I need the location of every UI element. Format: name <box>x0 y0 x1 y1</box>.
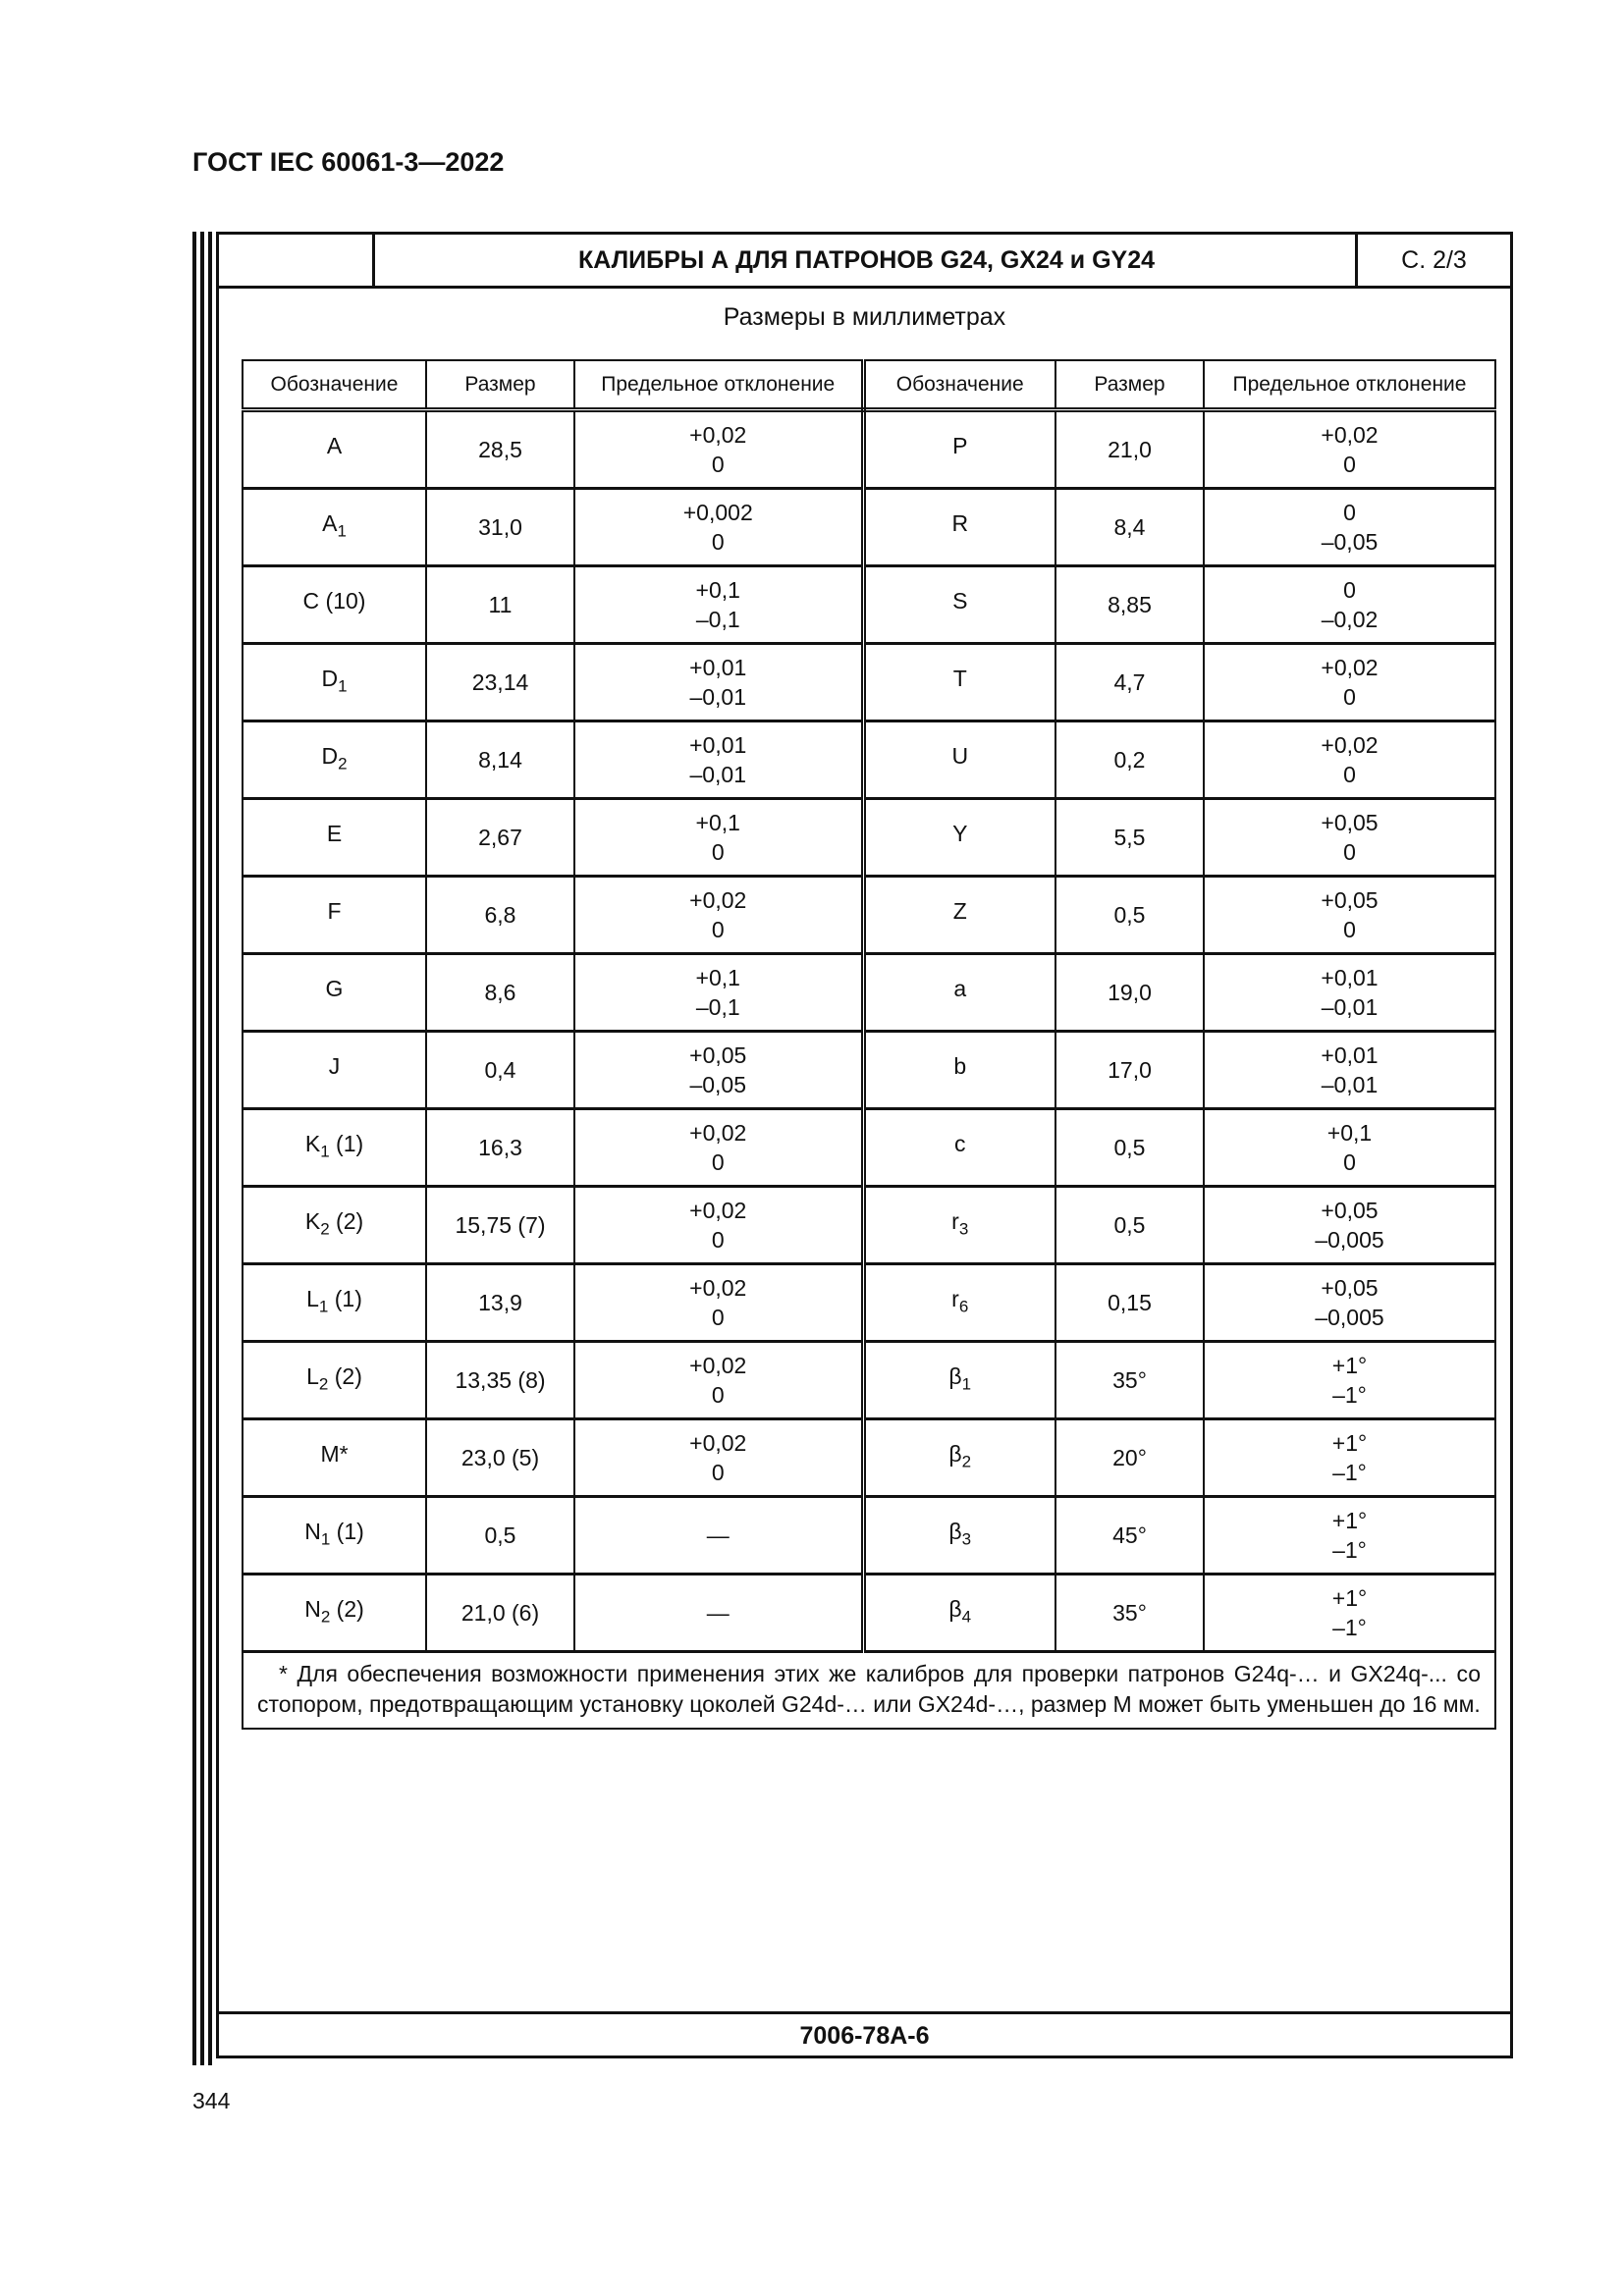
designation-cell <box>863 799 1055 877</box>
designation-symbol: F <box>327 897 342 924</box>
designation-symbol: β <box>948 1362 962 1389</box>
size-cell: 21,0 <box>1055 410 1204 489</box>
upper-deviation: 0 <box>1343 500 1356 525</box>
deviation-cell <box>574 1575 863 1652</box>
designation-symbol: A <box>322 509 338 536</box>
size-cell: 8,6 <box>426 954 574 1032</box>
footnote: * Для обеспечения возможности применения этих же калибров для проверки патронов G24q-… и GX24q-... со стопором, предотвращающим установку цоколей G24d-… или GX24d-…, размер М может быть уменьшен до 16 мм. <box>243 1652 1495 1730</box>
upper-deviation: +0,02 <box>689 1275 747 1301</box>
deviation-stack <box>1327 1118 1372 1177</box>
designation-cell <box>863 1342 1055 1419</box>
upper-deviation: +0,1 <box>1326 1120 1373 1146</box>
upper-deviation: +0,1 <box>695 965 740 990</box>
designation-symbol: T <box>952 665 967 691</box>
deviation-cell <box>574 1264 863 1342</box>
table-row <box>243 1264 1495 1342</box>
deviation-stack <box>689 1196 746 1255</box>
deviation-stack <box>1321 420 1378 479</box>
table-row <box>243 1342 1495 1419</box>
designation-symbol: c <box>954 1130 966 1156</box>
column-header: Размер <box>1055 360 1204 410</box>
size-cell: 15,75 (7) <box>426 1187 574 1264</box>
designation-subscript: 2 <box>318 1374 329 1394</box>
deviation-cell <box>574 877 863 954</box>
upper-deviation: +1° <box>1331 1508 1368 1533</box>
table-row <box>243 1575 1495 1652</box>
lower-deviation: –0,01 <box>1321 1072 1379 1097</box>
designation-cell <box>243 721 426 799</box>
margin-rule <box>200 232 204 2065</box>
deviation-stack <box>1332 1506 1367 1565</box>
designation-symbol: Y <box>952 820 968 846</box>
designation-subscript: 1 <box>318 1297 329 1316</box>
designation-symbol: S <box>952 587 968 614</box>
table-row <box>243 954 1495 1032</box>
upper-deviation: +0,05 <box>1321 810 1379 835</box>
lower-deviation: 0 <box>1343 1149 1356 1175</box>
designation-cell <box>863 1264 1055 1342</box>
lower-deviation: 0 <box>1343 684 1356 710</box>
designation-subscript: 3 <box>958 1219 969 1239</box>
designation-symbol: P <box>952 432 968 458</box>
deviation-stack <box>689 1118 746 1177</box>
upper-deviation: +0,02 <box>689 1120 747 1146</box>
deviation-stack <box>696 963 740 1022</box>
designation-cell <box>243 644 426 721</box>
deviation-cell <box>1204 489 1495 566</box>
size-cell: 5,5 <box>1055 799 1204 877</box>
designation-suffix: (1) <box>328 1285 362 1311</box>
designation-cell <box>243 1419 426 1497</box>
designation-subscript: 2 <box>338 754 348 774</box>
deviation-cell <box>1204 1109 1495 1187</box>
designation-symbol: G <box>325 975 344 1001</box>
page-number: 344 <box>192 2088 231 2113</box>
deviation-stack <box>1322 575 1379 634</box>
designation-symbol: K <box>304 1207 321 1234</box>
designation-subscript: 1 <box>338 676 348 696</box>
upper-deviation: +0,02 <box>689 887 747 913</box>
lower-deviation: –0,01 <box>1321 994 1379 1020</box>
table-row <box>243 1419 1495 1497</box>
size-cell: 0,5 <box>426 1497 574 1575</box>
size-cell: 23,14 <box>426 644 574 721</box>
upper-deviation: +0,02 <box>689 422 747 448</box>
table-row <box>243 410 1495 489</box>
deviation-stack <box>1332 1428 1367 1487</box>
designation-cell <box>243 1032 426 1109</box>
upper-deviation: +0,05 <box>1321 887 1379 913</box>
title-blank-cell <box>219 235 375 286</box>
margin-rule <box>208 232 212 2065</box>
designation-cell <box>863 1109 1055 1187</box>
designation-cell <box>243 877 426 954</box>
size-cell: 45° <box>1055 1497 1204 1575</box>
deviation-cell <box>574 954 863 1032</box>
upper-deviation: — <box>706 1600 730 1626</box>
designation-symbol: b <box>953 1052 967 1079</box>
size-cell: 0,15 <box>1055 1264 1204 1342</box>
deviation-stack <box>683 498 753 557</box>
deviation-cell <box>574 489 863 566</box>
lower-deviation: –0,01 <box>689 684 747 710</box>
upper-deviation: +0,02 <box>1321 422 1379 448</box>
designation-cell <box>243 489 426 566</box>
size-cell: 0,2 <box>1055 721 1204 799</box>
deviation-cell <box>1204 1575 1495 1652</box>
designation-symbol: β <box>948 1518 962 1544</box>
size-cell: 0,4 <box>426 1032 574 1109</box>
size-cell: 2,67 <box>426 799 574 877</box>
upper-deviation: +0,01 <box>1321 1042 1379 1068</box>
column-header: Обозначение <box>243 360 426 410</box>
upper-deviation: +0,05 <box>1321 1198 1379 1223</box>
lower-deviation: 0 <box>1343 839 1356 865</box>
size-cell: 8,14 <box>426 721 574 799</box>
designation-symbol: A <box>326 432 343 458</box>
upper-deviation: +1° <box>1331 1353 1368 1378</box>
deviation-stack <box>696 575 740 634</box>
deviation-cell <box>574 1109 863 1187</box>
deviation-cell <box>574 644 863 721</box>
designation-cell <box>243 1497 426 1575</box>
deviation-cell <box>574 1342 863 1419</box>
deviation-stack <box>1321 885 1378 944</box>
lower-deviation: –0,005 <box>1315 1305 1384 1330</box>
deviation-cell <box>574 799 863 877</box>
upper-deviation: — <box>706 1522 730 1548</box>
deviation-stack <box>1321 730 1378 789</box>
designation-symbol: r <box>951 1285 959 1311</box>
designation-symbol: E <box>326 820 343 846</box>
units-caption: Размеры в миллиметрах <box>723 303 1006 331</box>
dimensions-table <box>242 359 1496 1730</box>
designation-cell <box>243 954 426 1032</box>
deviation-stack <box>689 730 746 789</box>
title-block <box>219 235 1510 289</box>
designation-cell <box>243 410 426 489</box>
upper-deviation: +0,002 <box>682 500 753 525</box>
designation-symbol: N <box>304 1518 321 1544</box>
sheet-page-number: С. 2/3 <box>1355 235 1510 286</box>
lower-deviation: –1° <box>1332 1537 1367 1563</box>
designation-cell <box>243 1575 426 1652</box>
lower-deviation: 0 <box>711 529 725 555</box>
upper-deviation: +0,05 <box>689 1042 747 1068</box>
designation-symbol: N <box>304 1595 321 1622</box>
deviation-cell <box>1204 1342 1495 1419</box>
designation-symbol: Z <box>952 897 967 924</box>
designation-cell <box>863 1575 1055 1652</box>
deviation-cell <box>1204 799 1495 877</box>
deviation-cell <box>1204 1187 1495 1264</box>
designation-suffix: (1) <box>329 1130 364 1156</box>
designation-cell <box>863 1032 1055 1109</box>
designation-cell <box>243 1264 426 1342</box>
designation-subscript: 2 <box>320 1219 330 1239</box>
size-cell: 4,7 <box>1055 644 1204 721</box>
upper-deviation: +0,02 <box>1321 732 1379 758</box>
size-cell: 16,3 <box>426 1109 574 1187</box>
deviation-stack <box>689 885 746 944</box>
designation-cell <box>863 566 1055 644</box>
size-cell: 23,0 (5) <box>426 1419 574 1497</box>
designation-cell <box>863 954 1055 1032</box>
deviation-stack <box>696 808 740 867</box>
designation-symbol: D <box>321 665 339 691</box>
table-row <box>243 489 1495 566</box>
lower-deviation: –0,1 <box>695 607 740 632</box>
designation-symbol: D <box>321 742 339 769</box>
designation-cell <box>863 721 1055 799</box>
lower-deviation: –1° <box>1332 1382 1367 1408</box>
deviation-cell <box>574 1032 863 1109</box>
column-header: Предельное отклонение <box>574 360 863 410</box>
lower-deviation: 0 <box>711 917 725 942</box>
size-cell: 17,0 <box>1055 1032 1204 1109</box>
deviation-stack <box>689 1428 746 1487</box>
designation-cell <box>863 410 1055 489</box>
lower-deviation: –0,005 <box>1315 1227 1384 1253</box>
size-cell: 13,35 (8) <box>426 1342 574 1419</box>
deviation-cell <box>574 721 863 799</box>
deviation-stack <box>689 1041 746 1099</box>
designation-subscript: 3 <box>961 1529 972 1549</box>
table-row <box>243 1032 1495 1109</box>
designation-symbol: β <box>948 1440 962 1467</box>
deviation-cell <box>574 1187 863 1264</box>
designation-subscript: 4 <box>961 1607 972 1627</box>
designation-symbol: J <box>328 1052 341 1079</box>
lower-deviation: 0 <box>711 1227 725 1253</box>
margin-rule <box>192 232 196 2065</box>
upper-deviation: +0,1 <box>695 577 740 603</box>
upper-deviation: +0,02 <box>689 1353 747 1378</box>
table-row <box>243 644 1495 721</box>
upper-deviation: +0,1 <box>695 810 740 835</box>
table-row <box>243 1497 1495 1575</box>
deviation-stack <box>707 1598 730 1628</box>
column-header: Размер <box>426 360 574 410</box>
deviation-stack <box>689 1351 746 1410</box>
designation-cell <box>243 1342 426 1419</box>
sheet-code: 7006-78A-6 <box>799 2022 930 2050</box>
size-cell: 13,9 <box>426 1264 574 1342</box>
deviation-stack <box>1321 963 1378 1022</box>
column-header: Обозначение <box>863 360 1055 410</box>
upper-deviation: +0,02 <box>689 1430 747 1456</box>
designation-cell <box>243 566 426 644</box>
lower-deviation: –0,1 <box>695 994 740 1020</box>
deviation-cell <box>1204 1264 1495 1342</box>
upper-deviation: 0 <box>1343 577 1356 603</box>
deviation-cell <box>1204 954 1495 1032</box>
designation-cell <box>863 1497 1055 1575</box>
designation-cell <box>243 799 426 877</box>
size-cell: 6,8 <box>426 877 574 954</box>
lower-deviation: 0 <box>711 1305 725 1330</box>
lower-deviation: –1° <box>1332 1460 1367 1485</box>
deviation-cell <box>1204 1419 1495 1497</box>
designation-symbol: L <box>306 1362 319 1389</box>
designation-symbol: M* <box>320 1440 349 1467</box>
document-header: ГОСТ IEC 60061-3—2022 <box>192 147 505 177</box>
deviation-stack <box>707 1521 730 1550</box>
table-row <box>243 566 1495 644</box>
upper-deviation: +1° <box>1331 1430 1368 1456</box>
size-cell: 8,4 <box>1055 489 1204 566</box>
upper-deviation: +0,02 <box>689 1198 747 1223</box>
deviation-cell <box>1204 1032 1495 1109</box>
lower-deviation: –0,05 <box>689 1072 747 1097</box>
designation-subscript: 2 <box>320 1607 331 1627</box>
upper-deviation: +0,01 <box>1321 965 1379 990</box>
column-header: Предельное отклонение <box>1204 360 1495 410</box>
deviation-stack <box>1315 1273 1383 1332</box>
table-body <box>243 410 1495 1652</box>
size-cell: 35° <box>1055 1342 1204 1419</box>
designation-suffix: (1) <box>330 1518 364 1544</box>
size-cell: 0,5 <box>1055 1109 1204 1187</box>
designation-suffix: (2) <box>330 1595 364 1622</box>
lower-deviation: 0 <box>711 1149 725 1175</box>
size-cell: 19,0 <box>1055 954 1204 1032</box>
designation-cell <box>243 1187 426 1264</box>
designation-subscript: 6 <box>958 1297 969 1316</box>
deviation-cell <box>1204 1497 1495 1575</box>
footnote-row <box>243 1652 1495 1730</box>
designation-subscript: 1 <box>320 1529 331 1549</box>
size-cell: 0,5 <box>1055 877 1204 954</box>
upper-deviation: +0,01 <box>689 732 747 758</box>
deviation-cell <box>1204 877 1495 954</box>
deviation-stack <box>689 420 746 479</box>
designation-symbol: C (10) <box>302 587 366 614</box>
designation-cell <box>243 1109 426 1187</box>
designation-suffix: (2) <box>329 1207 364 1234</box>
table-row <box>243 799 1495 877</box>
upper-deviation: +0,02 <box>1321 655 1379 680</box>
deviation-stack <box>689 1273 746 1332</box>
designation-cell <box>863 877 1055 954</box>
deviation-cell <box>574 410 863 489</box>
deviation-cell <box>574 1419 863 1497</box>
designation-symbol: β <box>948 1595 962 1622</box>
deviation-cell <box>574 1497 863 1575</box>
lower-deviation: 0 <box>711 452 725 477</box>
table-row <box>243 1187 1495 1264</box>
deviation-stack <box>1321 808 1378 867</box>
designation-cell <box>863 1419 1055 1497</box>
designation-subscript: 1 <box>961 1374 972 1394</box>
designation-symbol: K <box>304 1130 321 1156</box>
deviation-stack <box>1332 1583 1367 1642</box>
designation-symbol: U <box>951 742 969 769</box>
upper-deviation: +0,01 <box>689 655 747 680</box>
deviation-stack <box>1321 1041 1378 1099</box>
size-cell: 31,0 <box>426 489 574 566</box>
designation-subscript: 1 <box>320 1142 330 1161</box>
designation-symbol: L <box>306 1285 319 1311</box>
size-cell: 21,0 (6) <box>426 1575 574 1652</box>
lower-deviation: –0,02 <box>1321 607 1379 632</box>
size-cell: 8,85 <box>1055 566 1204 644</box>
deviation-cell <box>1204 410 1495 489</box>
upper-deviation: +0,05 <box>1321 1275 1379 1301</box>
drawing-sheet-frame <box>216 232 1513 2058</box>
table-header-row <box>243 360 1495 410</box>
deviation-cell <box>574 566 863 644</box>
sheet-title: КАЛИБРЫ А ДЛЯ ПАТРОНОВ G24, GX24 и GY24 <box>577 246 1156 274</box>
designation-symbol: a <box>953 975 967 1001</box>
size-cell: 11 <box>426 566 574 644</box>
lower-deviation: –1° <box>1332 1615 1367 1640</box>
deviation-cell <box>1204 721 1495 799</box>
upper-deviation: +1° <box>1331 1585 1368 1611</box>
lower-deviation: –0,01 <box>689 762 747 787</box>
deviation-stack <box>1322 498 1379 557</box>
designation-symbol: R <box>951 509 969 536</box>
deviation-stack <box>1332 1351 1367 1410</box>
lower-deviation: 0 <box>1343 917 1356 942</box>
designation-symbol: r <box>951 1207 959 1234</box>
table-row <box>243 1109 1495 1187</box>
deviation-cell <box>1204 566 1495 644</box>
lower-deviation: 0 <box>711 1382 725 1408</box>
deviation-stack <box>1321 653 1378 712</box>
lower-deviation: 0 <box>711 839 725 865</box>
deviation-cell <box>1204 644 1495 721</box>
deviation-stack <box>689 653 746 712</box>
size-cell: 20° <box>1055 1419 1204 1497</box>
table-row <box>243 877 1495 954</box>
designation-cell <box>863 489 1055 566</box>
designation-subscript: 1 <box>337 521 347 541</box>
designation-cell <box>863 644 1055 721</box>
deviation-stack <box>1315 1196 1383 1255</box>
size-cell: 28,5 <box>426 410 574 489</box>
size-cell: 0,5 <box>1055 1187 1204 1264</box>
lower-deviation: –0,05 <box>1321 529 1379 555</box>
table-row <box>243 721 1495 799</box>
lower-deviation: 0 <box>711 1460 725 1485</box>
designation-subscript: 2 <box>961 1452 972 1471</box>
designation-suffix: (2) <box>328 1362 362 1389</box>
size-cell: 35° <box>1055 1575 1204 1652</box>
designation-cell <box>863 1187 1055 1264</box>
lower-deviation: 0 <box>1343 762 1356 787</box>
lower-deviation: 0 <box>1343 452 1356 477</box>
